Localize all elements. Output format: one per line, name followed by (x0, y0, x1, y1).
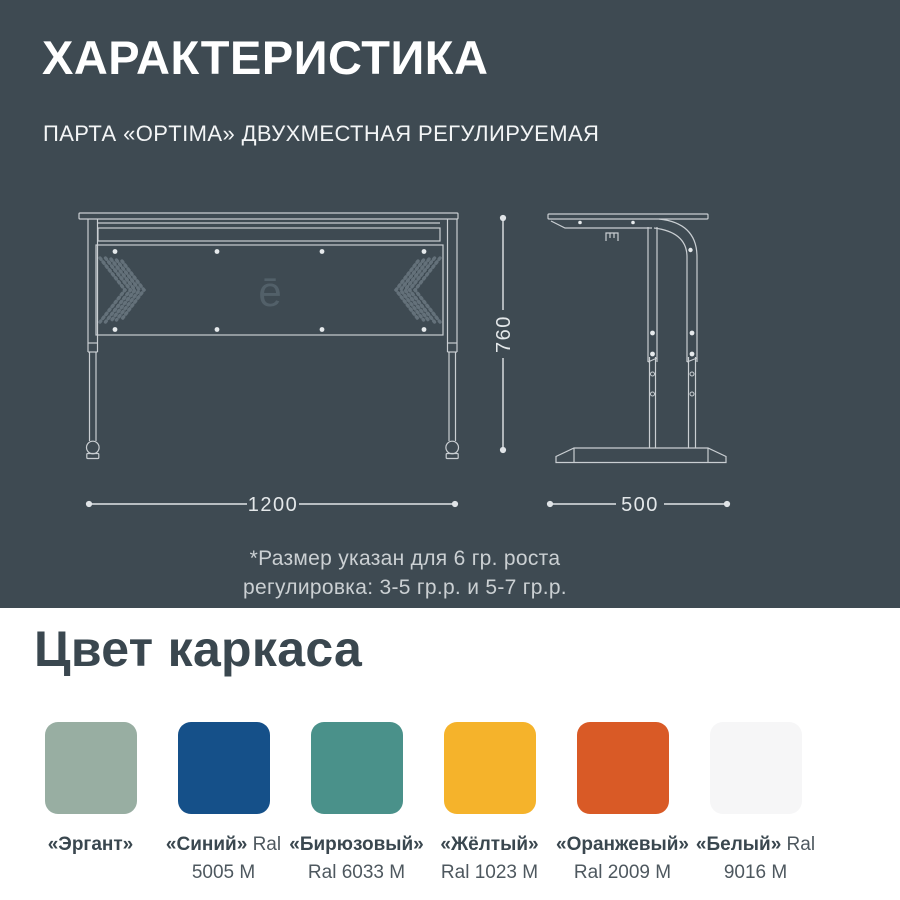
color-ral-code: Ral 1023 M (440, 861, 539, 883)
colors-section-title: Цвет каркаса (34, 621, 363, 677)
color-swatch-blue (178, 722, 270, 814)
color-swatch-ergant (45, 722, 137, 814)
dim-height-label: 760 (493, 315, 515, 353)
color-option-ergant (24, 722, 157, 886)
color-label (47, 831, 135, 859)
color-name: «Бирюзовый» (289, 834, 424, 855)
page-title: ХАРАКТЕРИСТИКА (42, 31, 489, 84)
color-swatch-white (710, 722, 802, 814)
dimension-depth-500 (547, 494, 730, 516)
color-ral-code: Ral 6033 M (307, 861, 406, 883)
color-name: «Синий» (165, 834, 248, 855)
color-ral-code: Ral 5005 M (191, 834, 282, 883)
dimension-height-760 (493, 215, 515, 453)
color-option-orange (556, 722, 689, 886)
side-view-bolts (578, 221, 694, 357)
brand-logo-e: ē (258, 268, 282, 315)
color-label (288, 831, 424, 886)
desk-side-view (548, 214, 726, 463)
color-name: «Жёлтый» (440, 834, 539, 855)
frame-colors-section (0, 608, 900, 900)
color-swatch-orange (577, 722, 669, 814)
desk-front-view (79, 213, 459, 459)
color-option-blue (157, 722, 290, 886)
color-ral-code: Ral 2009 M (573, 861, 672, 883)
side-view-adjust-holes (651, 372, 695, 396)
size-note (150, 545, 660, 603)
color-option-turquoise (290, 722, 423, 886)
color-name: «Белый» (695, 834, 782, 855)
color-swatch-yellow (444, 722, 536, 814)
color-option-white (689, 722, 822, 886)
color-label (157, 831, 290, 886)
dim-depth-label: 500 (621, 494, 659, 516)
color-label (689, 831, 822, 886)
size-note-line1: *Размер указан для 6 гр. роста (249, 547, 561, 570)
color-swatch-turquoise (311, 722, 403, 814)
color-name: «Оранжевый» (556, 834, 689, 855)
color-option-yellow (423, 722, 556, 886)
size-note-line2: регулировка: 3-5 гр.р. и 5-7 гр.р. (243, 575, 567, 599)
product-subtitle: ПАРТА «OPTIMA» ДВУХМЕСТНАЯ РЕГУЛИРУЕМАЯ (43, 121, 600, 146)
dim-width-label: 1200 (247, 494, 299, 516)
dimension-width-1200 (86, 494, 458, 516)
color-label (423, 831, 556, 886)
color-ral-code: Ral 9016 M (723, 834, 816, 883)
color-swatch-row (24, 722, 822, 886)
color-label (555, 831, 690, 886)
color-name: «Эргант» (47, 834, 134, 855)
